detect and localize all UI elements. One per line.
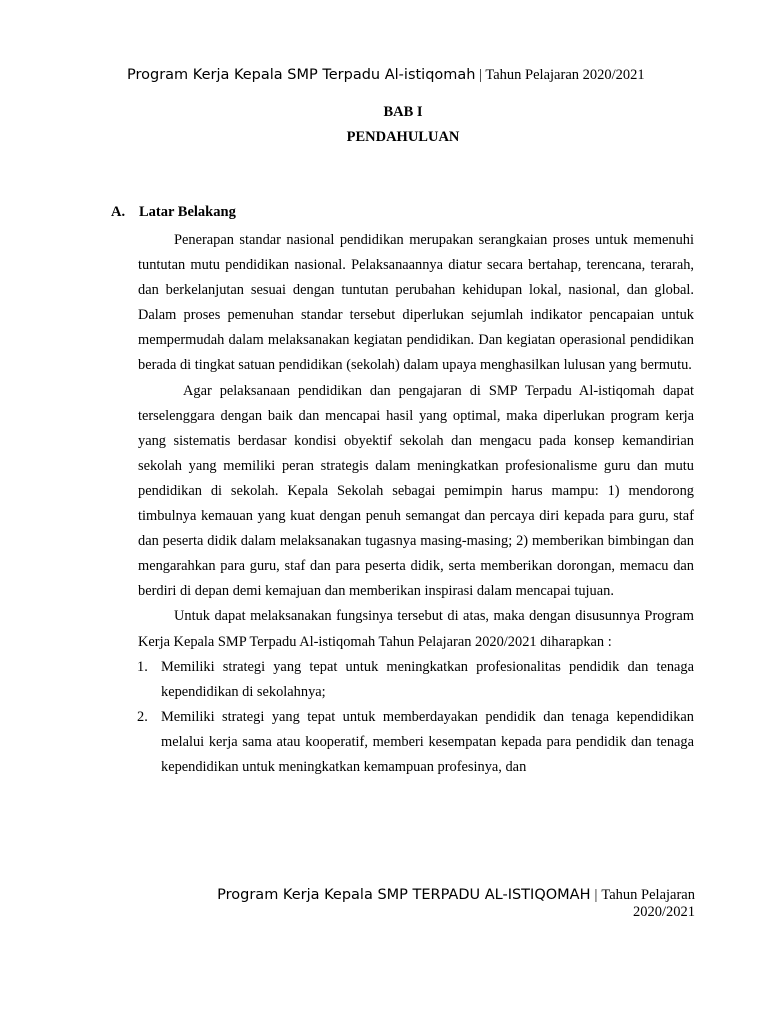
section-title: Latar Belakang xyxy=(139,204,236,220)
expectation-list xyxy=(138,655,694,780)
page-footer xyxy=(170,886,695,921)
paragraph: Agar pelaksanaan pendidikan dan pengajaran di SMP Terpadu Al-istiqomah dapat terselenggara dengan baik dan mencapai hasil yang optimal, maka diperlukan program kerja yang sistematis berdasar kondisi obyektif sekolah dan mengacu pada konsep kemandirian sekolah yang memiliki peran strategis dalam meningkatkan profesionalisme guru dan mutu pendidikan di sekolah. Kepala Sekolah sebagai pemimpin harus mampu: 1) mendorong timbulnya kemauan yang kuat dengan penuh semangat dan percaya diri kepada para guru, staf dan peserta didik dalam melaksanakan tugasnya masing-masing; 2) memberikan bimbingan dan mengarahkan para guru, staf dan para peserta didik, serta memberikan dorongan, memacu dan berdiri di depan demi kemajuan dan memberikan inspirasi dalam mencapai tujuan. xyxy=(138,382,694,600)
list-item xyxy=(138,705,694,780)
section-label: A. xyxy=(111,204,126,220)
list-item-text: Memiliki strategi yang tepat untuk memberdayakan pendidik dan tenaga kependidikan melalui kerja sama atau kooperatif, memberi kesempatan kepada para pendidik dan tenaga kependidikan untuk meningkatkan kemampuan profesinya, dan xyxy=(161,708,694,775)
footer-title: Program Kerja Kepala SMP TERPADU AL-ISTIQOMAH xyxy=(217,887,591,903)
header-year: Tahun Pelajaran 2020/2021 xyxy=(485,67,645,83)
header-separator: | xyxy=(479,67,482,83)
document-body xyxy=(138,228,694,780)
paragraph: Penerapan standar nasional pendidikan merupakan serangkaian proses untuk memenuhi tuntutan mutu pendidikan nasional. Pelaksanaannya diatur secara bertahap, terencana, terarah, dan berkelanjutan sesuai dengan tuntutan perubahan kehidupan lokal, nasional, dan global. Dalam proses pemenuhan standar tersebut diperlukan sejumlah indikator pencapaian untuk mempermudah dalam melaksanakan kegiatan pendidikan. Dan kegiatan operasional pendidikan berada di tingkat satuan pendidikan (sekolah) dalam upaya menghasilkan lulusan yang bermutu. xyxy=(138,232,694,374)
page-header xyxy=(127,67,695,84)
header-title: Program Kerja Kepala SMP Terpadu Al-istiqomah xyxy=(127,67,476,83)
section-heading xyxy=(111,204,236,221)
list-item-number: 1. xyxy=(137,658,148,675)
list-item xyxy=(138,655,694,705)
footer-year-line2: 2020/2021 xyxy=(632,904,695,920)
chapter-title: PENDAHULUAN xyxy=(346,129,460,145)
paragraph: Untuk dapat melaksanakan fungsinya tersebut di atas, maka dengan disusunnya Program Kerja Kepala SMP Terpadu Al-istiqomah Tahun Pelajaran 2020/2021 diharapkan : xyxy=(138,608,694,650)
footer-year-line1: Tahun Pelajaran xyxy=(601,887,695,903)
footer-separator: | xyxy=(594,887,598,903)
list-item-text: Memiliki strategi yang tepat untuk meningkatkan profesionalitas pendidik dan tenaga kependidikan di sekolahnya; xyxy=(161,658,694,700)
chapter-number: BAB I xyxy=(383,104,423,120)
list-item-number: 2. xyxy=(137,708,148,725)
